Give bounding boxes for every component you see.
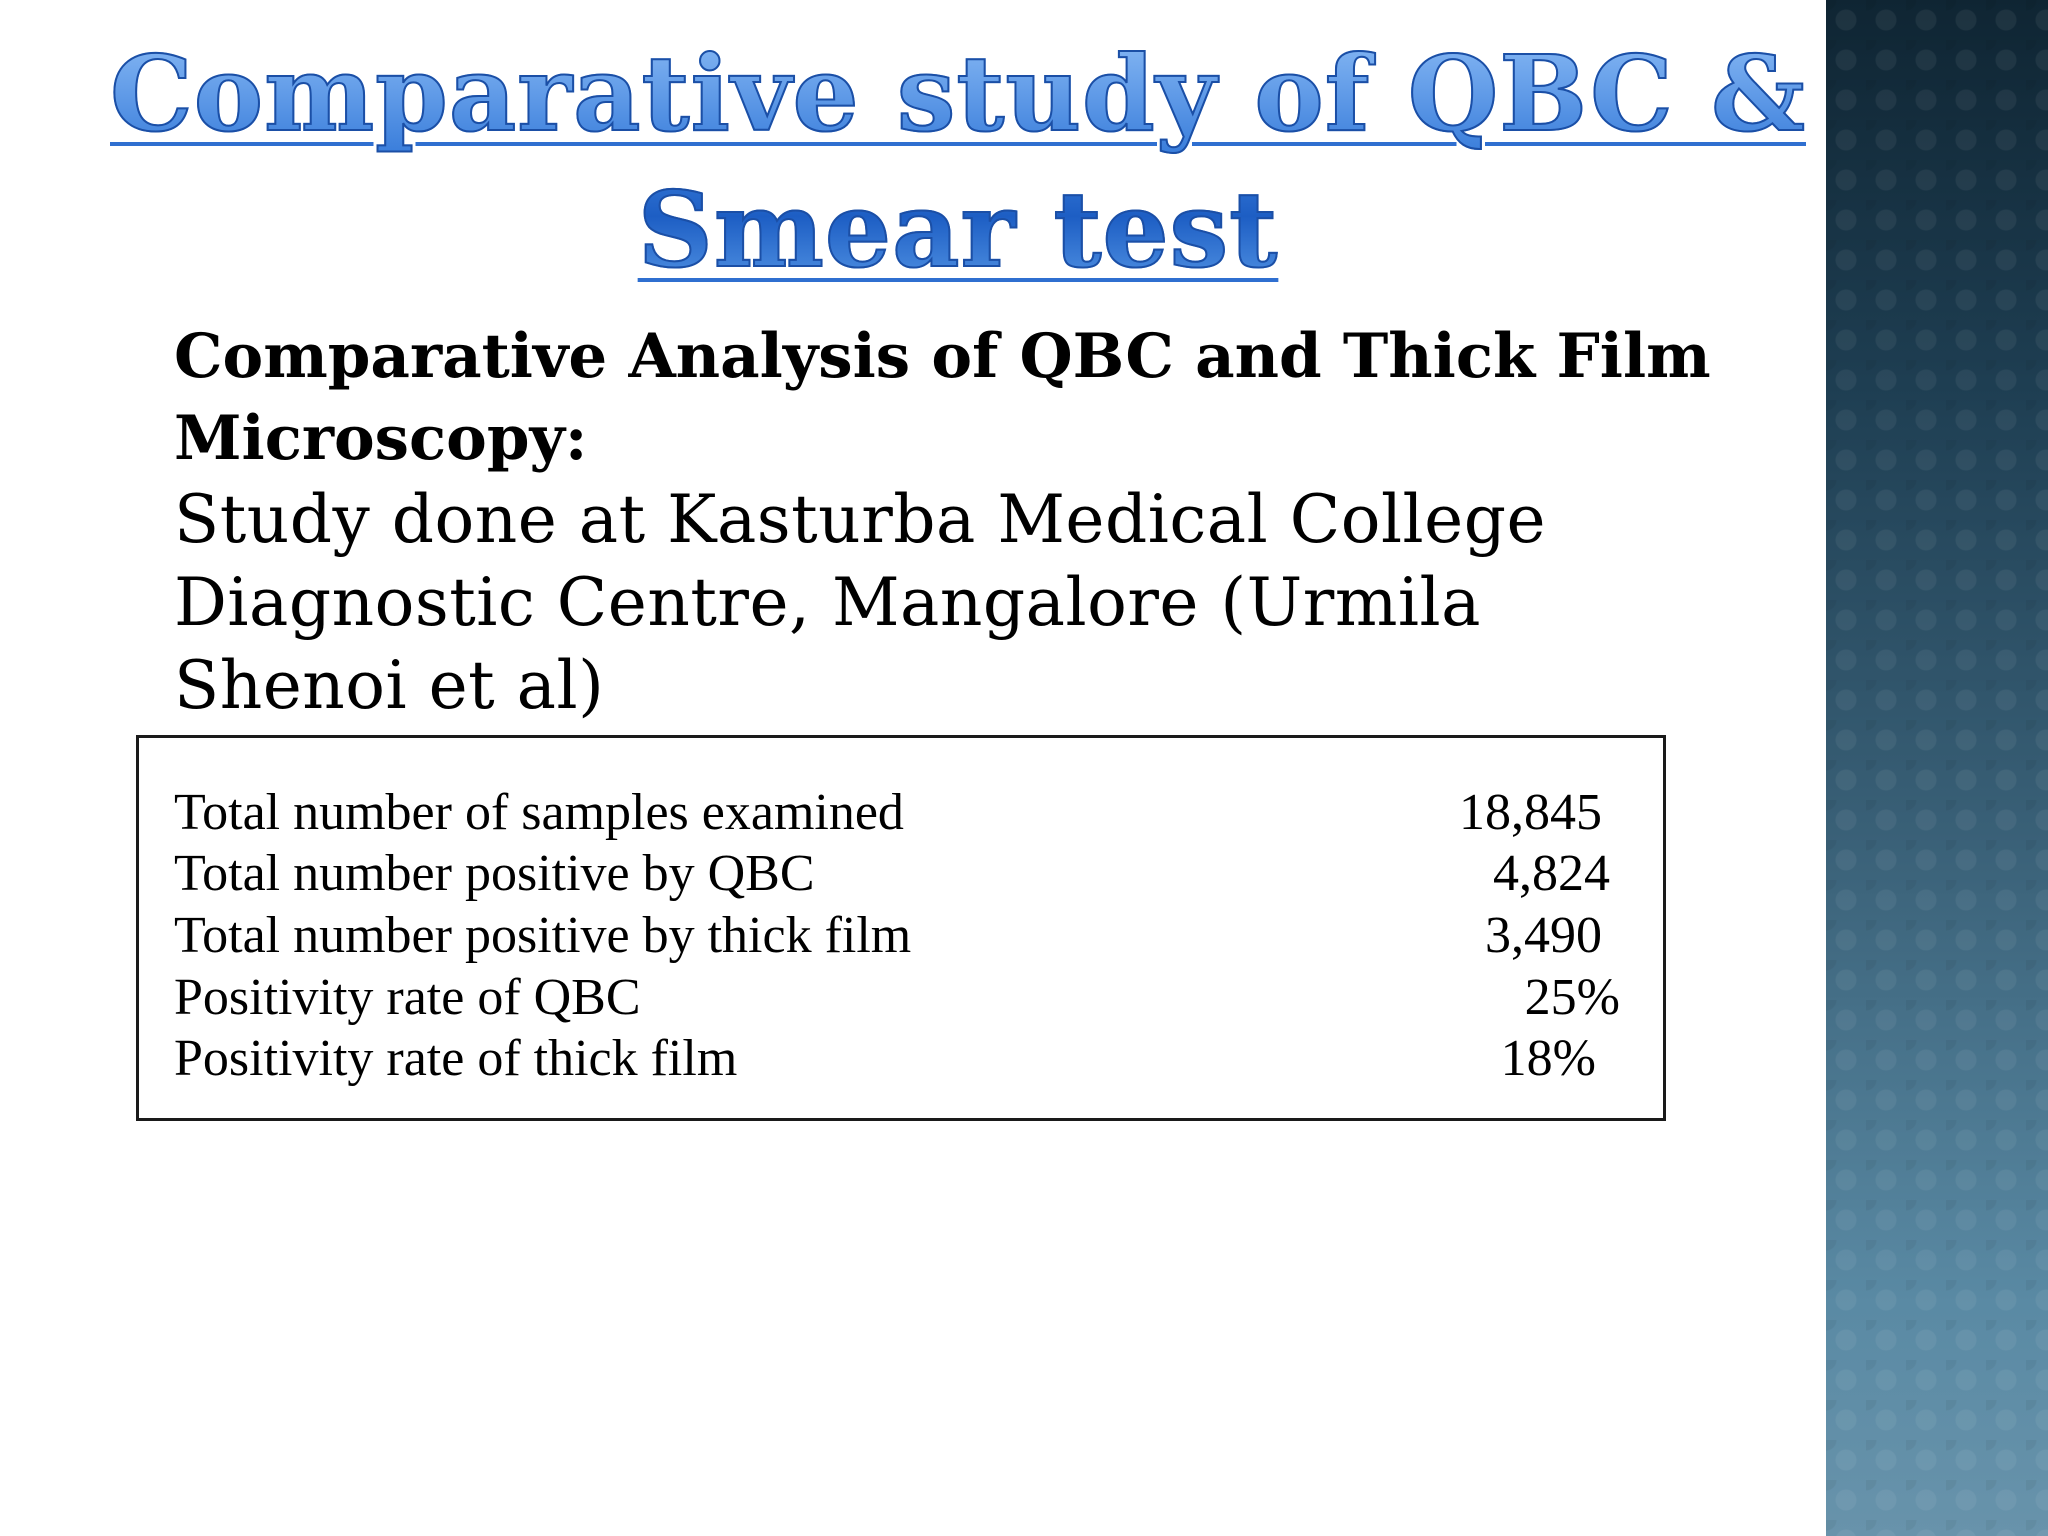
study-description: Study done at Kasturba Medical College Diagnostic Centre, Mangalore (Urmila Shenoi et al) (174, 481, 1547, 724)
table-row (174, 1028, 1626, 1090)
table-row (174, 967, 1626, 1029)
decorative-side-panel (1826, 0, 2048, 1536)
table-row (174, 782, 1626, 844)
table-row (174, 843, 1626, 905)
row-label: Total number positive by thick film (174, 907, 912, 964)
slide-subheading: Comparative Analysis of QBC and Thick Film Microscopy: (174, 321, 1711, 474)
table-row (174, 905, 1626, 967)
row-label: Total number of samples examined (174, 784, 904, 841)
row-label: Positivity rate of QBC (174, 969, 641, 1026)
row-value: 18,845 (1459, 784, 1602, 841)
row-label: Total number positive by QBC (174, 845, 815, 902)
row-value: 4,824 (1493, 845, 1610, 902)
row-value: 18% (1500, 1030, 1596, 1087)
slide-title: Comparative study of QBC & Smear test (100, 26, 1816, 298)
row-value: 3,490 (1485, 907, 1602, 964)
row-value: 25% (1524, 969, 1620, 1026)
row-label: Positivity rate of thick film (174, 1030, 738, 1087)
